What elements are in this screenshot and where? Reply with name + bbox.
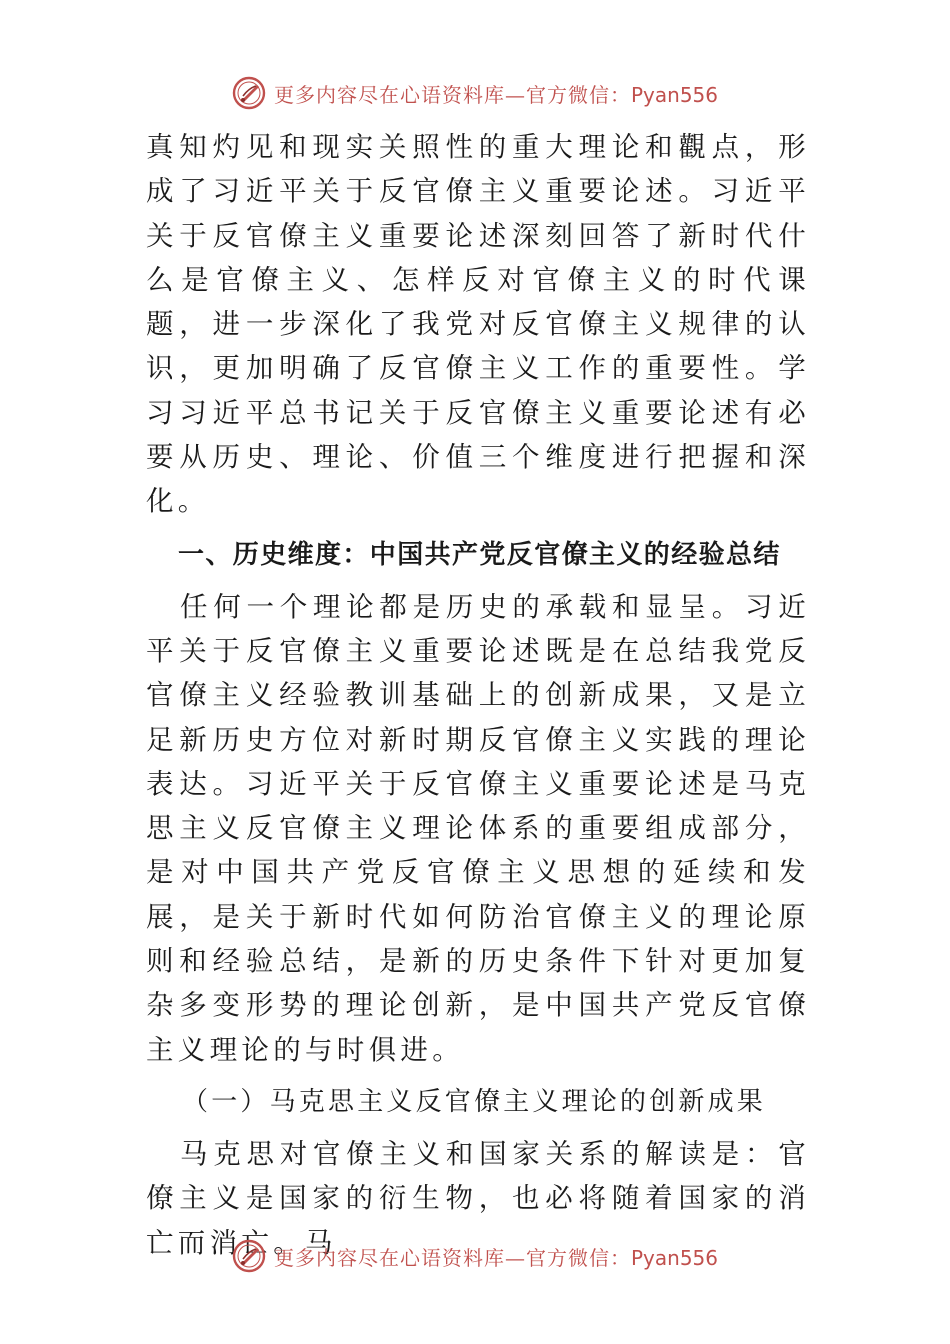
paragraph: 马克思对官僚主义和国家关系的解读是：官僚主义是国家的衍生物，也必将随着国家的消亡而消亡。马 [146,1137,810,1259]
banner-text [274,1242,718,1271]
header-banner [0,73,950,113]
wechat-id: Pyan556 [630,1245,718,1270]
footer-banner [0,1236,950,1276]
banner-text [274,79,718,108]
paragraph: 任何一个理论都是历史的承载和显呈。习近平关于反官僚主义重要论述既是在总结我党反官僚主义经验教训基础上的创新成果，又是立足新历史方位对新时期反官僚主义实践的理论表达。习近平关于反官僚主义重要论述是马克思主义反官僚主义理论体系的重要组成部分，是对中国共产党反官僚主义思想的延续和发展，是关于新时代如何防治官僚主义的理论原则和经验总结，是新的历史条件下针对更加复杂多变形势的理论创新，是中国共产党反官僚主义理论的与时俱进。 [146,590,810,1066]
quill-seal-icon [232,1239,266,1273]
subsection-heading: （一）马克思主义反官僚主义理论的创新成果 [182,1086,767,1117]
banner-message: 更多内容尽在心语资料库—官方微信： [273,82,631,107]
paragraph: 真知灼见和现实关照性的重大理论和觀点，形成了习近平关于反官僚主义重要论述。习近平关于反官僚主义重要论述深刻回答了新时代什么是官僚主义、怎样反对官僚主义的时代课题，进一步深化了我党对反官僚主义规律的认识，更加明确了反官僚主义工作的重要性。学习习近平总书记关于反官僚主义重要论述有必要从历史、理论、价值三个维度进行把握和深化。 [146,131,810,518]
quill-seal-icon [232,76,266,110]
document-body [146,125,810,1265]
section-heading: 一、历史维度：中国共产党反官僚主义的经验总结 [178,539,781,570]
wechat-id: Pyan556 [630,82,718,107]
banner-message: 更多内容尽在心语资料库—官方微信： [273,1245,631,1270]
